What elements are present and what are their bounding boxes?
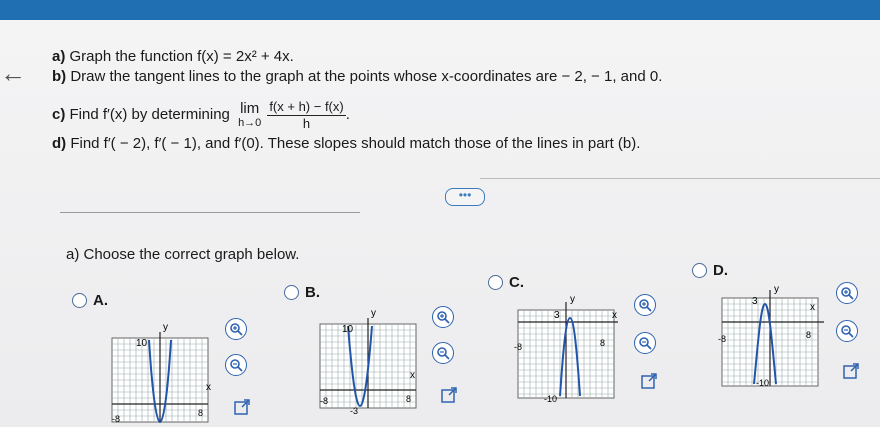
part-c-text: Find f′(x) by determining [69, 106, 230, 124]
tick-y-a: 10 [136, 338, 148, 349]
zoom-in-icon[interactable] [225, 318, 247, 340]
external-link-icon[interactable] [440, 386, 458, 404]
tick-xmax-a: 8 [198, 408, 204, 418]
divider-right [480, 178, 880, 179]
tick-y-d: 3 [752, 296, 758, 307]
axis-y-label-c: y [570, 294, 575, 305]
graph-c [514, 292, 626, 404]
tick-xmin-c: -8 [514, 342, 523, 352]
option-b-label: B. [305, 284, 320, 301]
limit-word: lim [240, 99, 260, 117]
radio-b[interactable] [284, 285, 299, 300]
option-c-label: C. [509, 274, 524, 291]
axis-x-label-c: x [612, 310, 617, 321]
part-d-line [52, 135, 640, 152]
divider-left [60, 212, 360, 213]
graph-d [718, 282, 830, 392]
part-b-label: b) [52, 68, 71, 85]
radio-d[interactable] [692, 263, 707, 278]
part-b-text: Draw the tangent lines to the graph at the points whose x-coordinates are − 2, − 1, and 0. [70, 68, 663, 85]
tick-xmax-b: 8 [406, 394, 412, 404]
quotient-numerator: f(x + h) − f(x) [269, 99, 344, 114]
part-c-line [52, 99, 350, 131]
top-bar [0, 0, 880, 20]
graph-a [108, 318, 220, 426]
tick-xmax-c: 8 [600, 338, 606, 348]
option-a[interactable] [72, 292, 108, 309]
part-a-line [52, 48, 294, 65]
part-b-line [52, 68, 662, 85]
axis-x-label-b: x [410, 370, 415, 381]
back-arrow-icon[interactable]: ← [0, 58, 26, 88]
axis-y-label-b: y [371, 308, 376, 319]
axis-x-label-a: x [206, 382, 211, 393]
quotient-denominator: h [302, 115, 311, 131]
limit-expression [238, 101, 261, 130]
radio-a[interactable] [72, 293, 87, 308]
part-a-label: a) [52, 48, 70, 65]
radio-c[interactable] [488, 275, 503, 290]
limit-subscript: h→0 [238, 117, 262, 130]
difference-quotient [267, 99, 345, 131]
tick-y-c: 3 [554, 310, 560, 321]
external-link-icon[interactable] [233, 398, 251, 416]
zoom-out-icon[interactable] [634, 332, 656, 354]
zoom-out-icon[interactable] [836, 320, 858, 342]
tick-xmin-a: -8 [112, 414, 121, 424]
zoom-in-icon[interactable] [836, 282, 858, 304]
zoom-out-icon[interactable] [432, 342, 454, 364]
option-b[interactable] [284, 284, 320, 301]
axis-x-label-d: x [810, 302, 815, 313]
part-c-period: . [345, 106, 350, 124]
tick-ymin-c: -10 [544, 394, 558, 404]
option-c[interactable] [488, 274, 524, 291]
tick-ymin-b: -3 [350, 406, 359, 416]
axis-y-label-d: y [774, 284, 779, 295]
external-link-icon[interactable] [640, 372, 658, 390]
axis-y-label-a: y [163, 322, 168, 333]
tick-xmin-d: -8 [718, 334, 727, 344]
option-a-label: A. [93, 292, 108, 309]
graph-b [316, 306, 426, 416]
tick-xmax-d: 8 [806, 330, 812, 340]
zoom-in-icon[interactable] [634, 294, 656, 316]
part-d-label: d) [52, 135, 71, 152]
part-a-text: Graph the function f(x) = 2x² + 4x. [69, 48, 294, 65]
option-d-label: D. [713, 262, 728, 279]
tick-xmin-b: -8 [320, 396, 329, 406]
tick-ymin-d: -10 [756, 378, 770, 388]
zoom-in-icon[interactable] [432, 306, 454, 328]
part-c-label: c) [52, 106, 70, 124]
option-d[interactable] [692, 262, 728, 279]
question-prompt: a) Choose the correct graph below. [66, 246, 300, 263]
zoom-out-icon[interactable] [225, 354, 247, 376]
tick-y-b: 10 [342, 324, 354, 335]
more-button[interactable]: ••• [445, 188, 485, 206]
part-d-text: Find f′( − 2), f′( − 1), and f′(0). These slopes should match those of the lines in part (b). [70, 135, 641, 152]
external-link-icon[interactable] [842, 362, 860, 380]
